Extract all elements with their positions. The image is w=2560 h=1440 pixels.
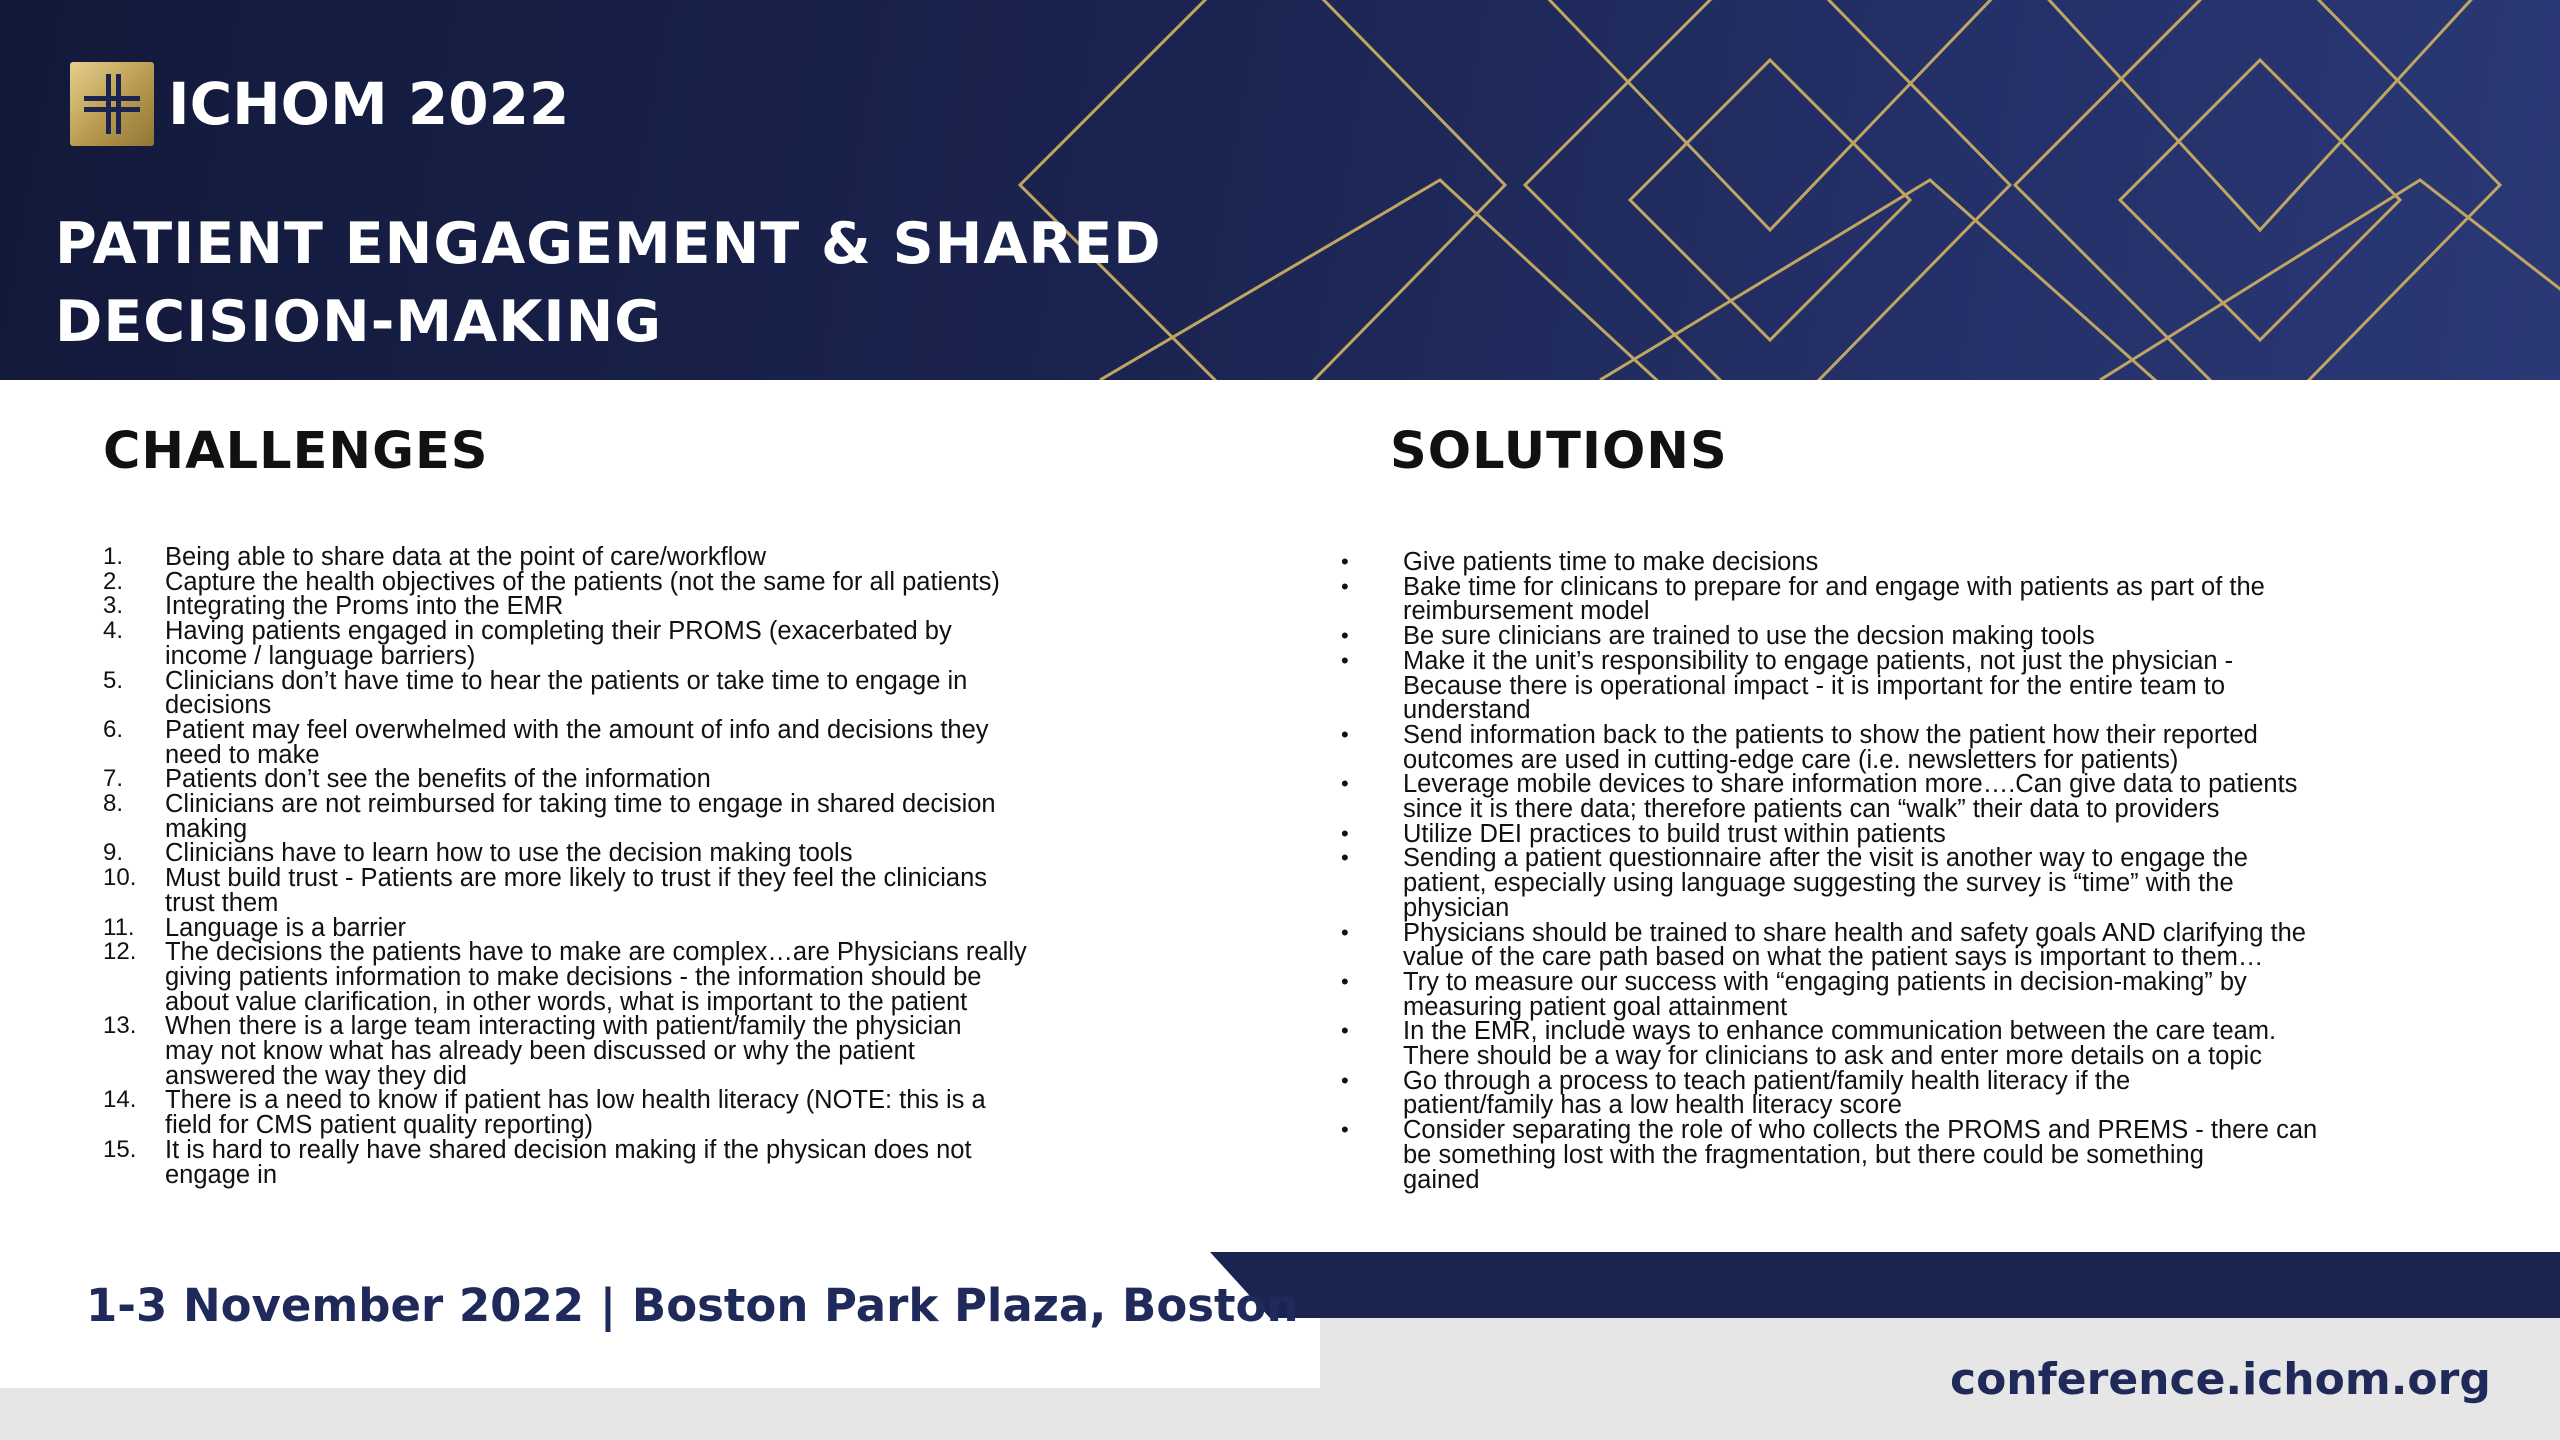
challenges-item-text: Must build trust - Patients are more likely to trust if they feel the clinicians <box>165 864 988 893</box>
solutions-item-text: measuring patient goal attainment <box>1403 992 1788 1021</box>
challenges-heading: CHALLENGES <box>103 422 489 481</box>
challenges-item-marker: 5. <box>103 666 124 694</box>
solutions-item-marker: • <box>1341 647 1349 673</box>
page-title-line-1: PATIENT ENGAGEMENT & SHARED <box>55 211 1162 277</box>
event-date-venue: 1-3 November 2022 | Boston Park Plaza, Boston <box>86 1279 1299 1332</box>
challenges-item-marker: 11. <box>103 913 135 941</box>
brand-name: ICHOM 2022 <box>168 70 570 138</box>
challenges-item-marker: 9. <box>103 839 124 867</box>
solutions-item-marker: • <box>1341 968 1349 994</box>
solutions-item-marker: • <box>1341 771 1349 797</box>
solutions-item-text: Bake time for clinicans to prepare for and engage with patients as part of the <box>1403 572 2265 601</box>
challenges-item-marker: 13. <box>103 1012 137 1040</box>
solutions-item-text: Sending a patient questionnaire after the visit is another way to engage the <box>1403 844 2248 873</box>
conference-url[interactable]: conference.ichom.org <box>1950 1354 2491 1405</box>
challenges-item-marker: 3. <box>103 592 124 620</box>
solutions-item-text: In the EMR, include ways to enhance communication between the care team. <box>1403 1017 2277 1046</box>
challenges-item-text: decisions <box>165 691 272 720</box>
solutions-item-text: Give patients time to make decisions <box>1403 548 1819 576</box>
challenges-item-text: Patients don’t see the benefits of the information <box>165 765 711 794</box>
solutions-item-marker: • <box>1341 919 1349 945</box>
challenges-item-text: Patient may feel overwhelmed with the amount of info and decisions they <box>165 715 989 744</box>
solutions-item-text: reimbursement model <box>1403 597 1650 626</box>
challenges-item-text: Clinicians don’t have time to hear the patients or take time to engage in <box>165 666 968 695</box>
solutions-item-text: patient, especially using language suggesting the survey is “time” with the <box>1403 869 2234 898</box>
solutions-item-text: be something lost with the fragmentation, but there could be something <box>1403 1140 2204 1169</box>
solutions-heading: SOLUTIONS <box>1390 422 1728 481</box>
challenges-item-text: giving patients information to make decisions - the information should be <box>165 962 982 991</box>
solutions-item-text: Send information back to the patients to show the patient how their reported <box>1403 720 2258 749</box>
challenges-item-text: answered the way they did <box>165 1061 467 1090</box>
challenges-item-text: Integrating the Proms into the EMR <box>165 592 564 621</box>
challenges-item-text: engage in <box>165 1160 278 1189</box>
solutions-item-marker: • <box>1341 1117 1349 1143</box>
solutions-item-text: Physicians should be trained to share health and safety goals AND clarifying the <box>1403 918 2306 947</box>
solutions-item-text: physician <box>1403 893 1510 922</box>
challenges-item-marker: 2. <box>103 567 124 595</box>
solutions-item-text: There should be a way for clinicians to ask and enter more details on a topic <box>1403 1042 2262 1071</box>
challenges-item-marker: 8. <box>103 790 124 818</box>
solutions-item-marker: • <box>1341 623 1349 649</box>
challenges-item-text: Language is a barrier <box>165 913 406 942</box>
solutions-item-marker: • <box>1341 1018 1349 1044</box>
solutions-item-text: Consider separating the role of who collects the PROMS and PREMS - there can <box>1403 1116 2318 1145</box>
page-title-line-2: DECISION-MAKING <box>55 289 663 355</box>
solutions-item-text: Try to measure our success with “engaging patients in decision-making” by <box>1403 967 2247 996</box>
challenges-item-text: income / language barriers) <box>165 641 476 670</box>
challenges-item-text: Having patients engaged in completing their PROMS (exacerbated by <box>165 617 952 646</box>
solutions-item-text: Be sure clinicians are trained to use the decsion making tools <box>1403 622 2095 651</box>
solutions-item-text: Utilize DEI practices to build trust within patients <box>1403 819 1946 848</box>
challenges-item-text: Being able to share data at the point of care/workflow <box>165 543 767 571</box>
challenges-item-text: Clinicians are not reimbursed for taking time to engage in shared decision <box>165 790 996 819</box>
challenges-item-marker: 15. <box>103 1135 137 1163</box>
solutions-item-text: Make it the unit’s responsibility to engage patients, not just the physician - <box>1403 646 2234 675</box>
challenges-item-text: may not know what has already been discussed or why the patient <box>165 1037 915 1066</box>
solutions-item-marker: • <box>1341 1067 1349 1093</box>
solutions-item-text: understand <box>1403 696 1531 725</box>
challenges-item-marker: 4. <box>103 617 124 645</box>
challenges-item-text: about value clarification, in other words, what is important to the patient <box>165 987 968 1016</box>
solutions-item-marker: • <box>1341 721 1349 747</box>
challenges-item-marker: 14. <box>103 1086 137 1114</box>
solutions-item-text: Because there is operational impact - it is important for the entire team to <box>1403 671 2226 700</box>
footer-navy-band <box>1210 1252 2560 1318</box>
solutions-item-marker: • <box>1341 573 1349 599</box>
solutions-item-text: Go through a process to teach patient/family health literacy if the <box>1403 1066 2131 1095</box>
challenges-item-text: When there is a large team interacting with patient/family the physician <box>165 1012 962 1041</box>
challenges-item-text: need to make <box>165 740 320 769</box>
solutions-item-marker: • <box>1341 549 1349 574</box>
challenges-item-text: making <box>165 814 248 843</box>
solutions-item-text: Leverage mobile devices to share information more….Can give data to patients <box>1403 770 2298 799</box>
challenges-item-marker: 12. <box>103 938 137 966</box>
challenges-item-text: It is hard to really have shared decision making if the physican does not <box>165 1135 972 1164</box>
challenges-item-marker: 10. <box>103 864 137 892</box>
solutions-item-marker: • <box>1341 820 1349 846</box>
challenges-item-text: trust them <box>165 888 279 917</box>
solutions-item-text: gained <box>1403 1165 1480 1194</box>
solutions-item-marker: • <box>1341 845 1349 871</box>
challenges-item-text: Capture the health objectives of the patients (not the same for all patients) <box>165 567 1000 596</box>
challenges-item-marker: 6. <box>103 715 124 743</box>
solutions-item-text: value of the care path based on what the patient says is important to them… <box>1403 943 2264 972</box>
solutions-item-text: patient/family has a low health literacy score <box>1403 1091 1902 1120</box>
challenges-item-text: The decisions the patients have to make are complex…are Physicians really <box>165 938 1027 967</box>
challenges-item-marker: 1. <box>103 543 124 570</box>
solutions-item-text: outcomes are used in cutting-edge care (i.e. newsletters for patients) <box>1403 745 2179 774</box>
challenges-item-text: Clinicians have to learn how to use the decision making tools <box>165 839 853 868</box>
solutions-item-text: since it is there data; therefore patients can “walk” their data to providers <box>1403 795 2220 824</box>
challenges-item-marker: 7. <box>103 765 124 793</box>
challenges-item-text: There is a need to know if patient has low health literacy (NOTE: this is a <box>165 1086 986 1115</box>
challenges-item-text: field for CMS patient quality reporting) <box>165 1111 594 1140</box>
